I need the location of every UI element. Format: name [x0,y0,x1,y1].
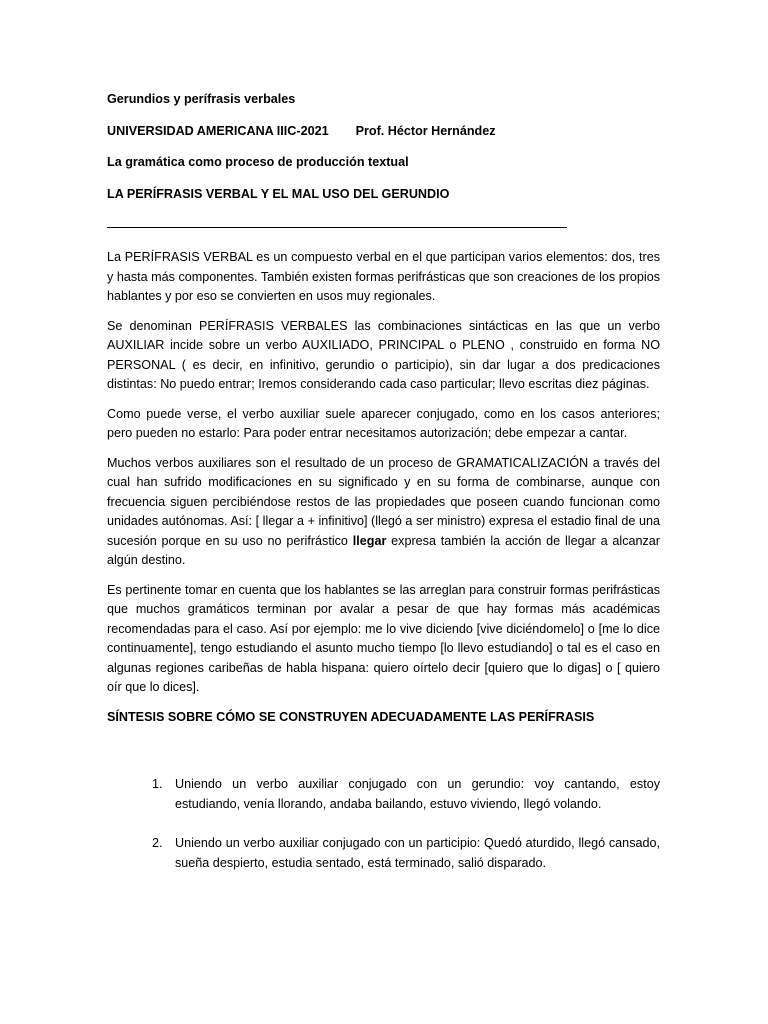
paragraph-2: Se denominan PERÍFRASIS VERBALES las combinaciones sintácticas en las que un verbo AUXILIAR incide sobre un verbo AUXILIADO, PRINCIPAL o PLENO , construido en forma NO PERSONAL ( es decir, en infinitivo, gerundio o participio), sin dar lugar a dos predicaciones distintas: No puedo entrar; Iremos considerando cada caso particular; llevo escritas diez páginas. [107,318,660,391]
paragraph-4-text-a: Muchos verbos auxiliares son el resultado de un proceso de GRAMATICALIZACIÓN a través del cual han sufrido modificaciones en su significado y en su forma de combinarse, aunque con frecuencia siguen percibiéndose restos de las propiedades que poseen cuando funcionan como unidades autónomas. Así: [ llegar a + infinitivo] (llegó a ser ministro) expresa el estadio final de una sucesión porque en su uso no perifrástico [107,455,660,548]
course-info-line [107,122,660,142]
list-item [107,834,660,873]
paragraph-4 [107,454,660,571]
separator-line [107,227,567,228]
list-item-text: Uniendo un verbo auxiliar conjugado con un participio: Quedó aturdido, llegó cansado, sueña despierto, estudia sentado, está terminado, salió disparado. [175,836,660,870]
document-subtitle: La gramática como proceso de producción textual [107,155,409,169]
professor-label: Prof. Héctor Hernández [355,123,496,138]
university-label: UNIVERSIDAD AMERICANA IIIC-2021 [107,123,329,138]
document-body [107,90,660,893]
paragraph-4-bold: llegar [352,533,387,548]
list-item-text: Uniendo un verbo auxiliar conjugado con un gerundio: voy cantando, estoy estudiando, venía llorando, andaba bailando, estuvo viviendo, llegó volando. [175,777,660,811]
paragraph-5: Es pertinente tomar en cuenta que los hablantes se las arreglan para construir formas perifrásticas que muchos gramáticos terminan por avalar a pesar de que hay formas más académicas recomendadas para el caso. Así por ejemplo: me lo vive diciendo [vive diciéndomelo] o [me lo dice continuamente], tengo estudiando el asunto mucho tiempo [lo llevo estudiando] o tal es el caso en algunas regiones caribeñas de habla hispana: quiero oírtelo decir [quiero que lo digas] o [ quiero oír que lo dices]. [107,582,660,694]
list-item-number: 2. [152,836,163,850]
paragraph-4-text-b: expresa también la acción de llegar a alcanzar algún destino. [107,533,660,567]
synthesis-heading: SÍNTESIS SOBRE CÓMO SE CONSTRUYEN ADECUADAMENTE LAS PERÍFRASIS [107,709,595,724]
paragraph-1: La PERÍFRASIS VERBAL es un compuesto verbal en el que participan varios elementos: dos, tres y hasta más componentes. También existen formas perifrásticas que son creaciones de los propios hablantes y por eso se convierten en usos muy regionales. [107,250,660,303]
document-title: Gerundios y perífrasis verbales [107,92,296,106]
paragraph-3: Como puede verse, el verbo auxiliar suele aparecer conjugado, como en los casos anteriores; pero pueden no estarlo: Para poder entrar necesitamos autorización; debe empezar a cantar. [107,406,660,440]
synthesis-list [107,775,660,873]
list-item-number: 1. [152,777,163,791]
list-item [107,775,660,814]
section-heading: LA PERÍFRASIS VERBAL Y EL MAL USO DEL GERUNDIO [107,186,450,201]
